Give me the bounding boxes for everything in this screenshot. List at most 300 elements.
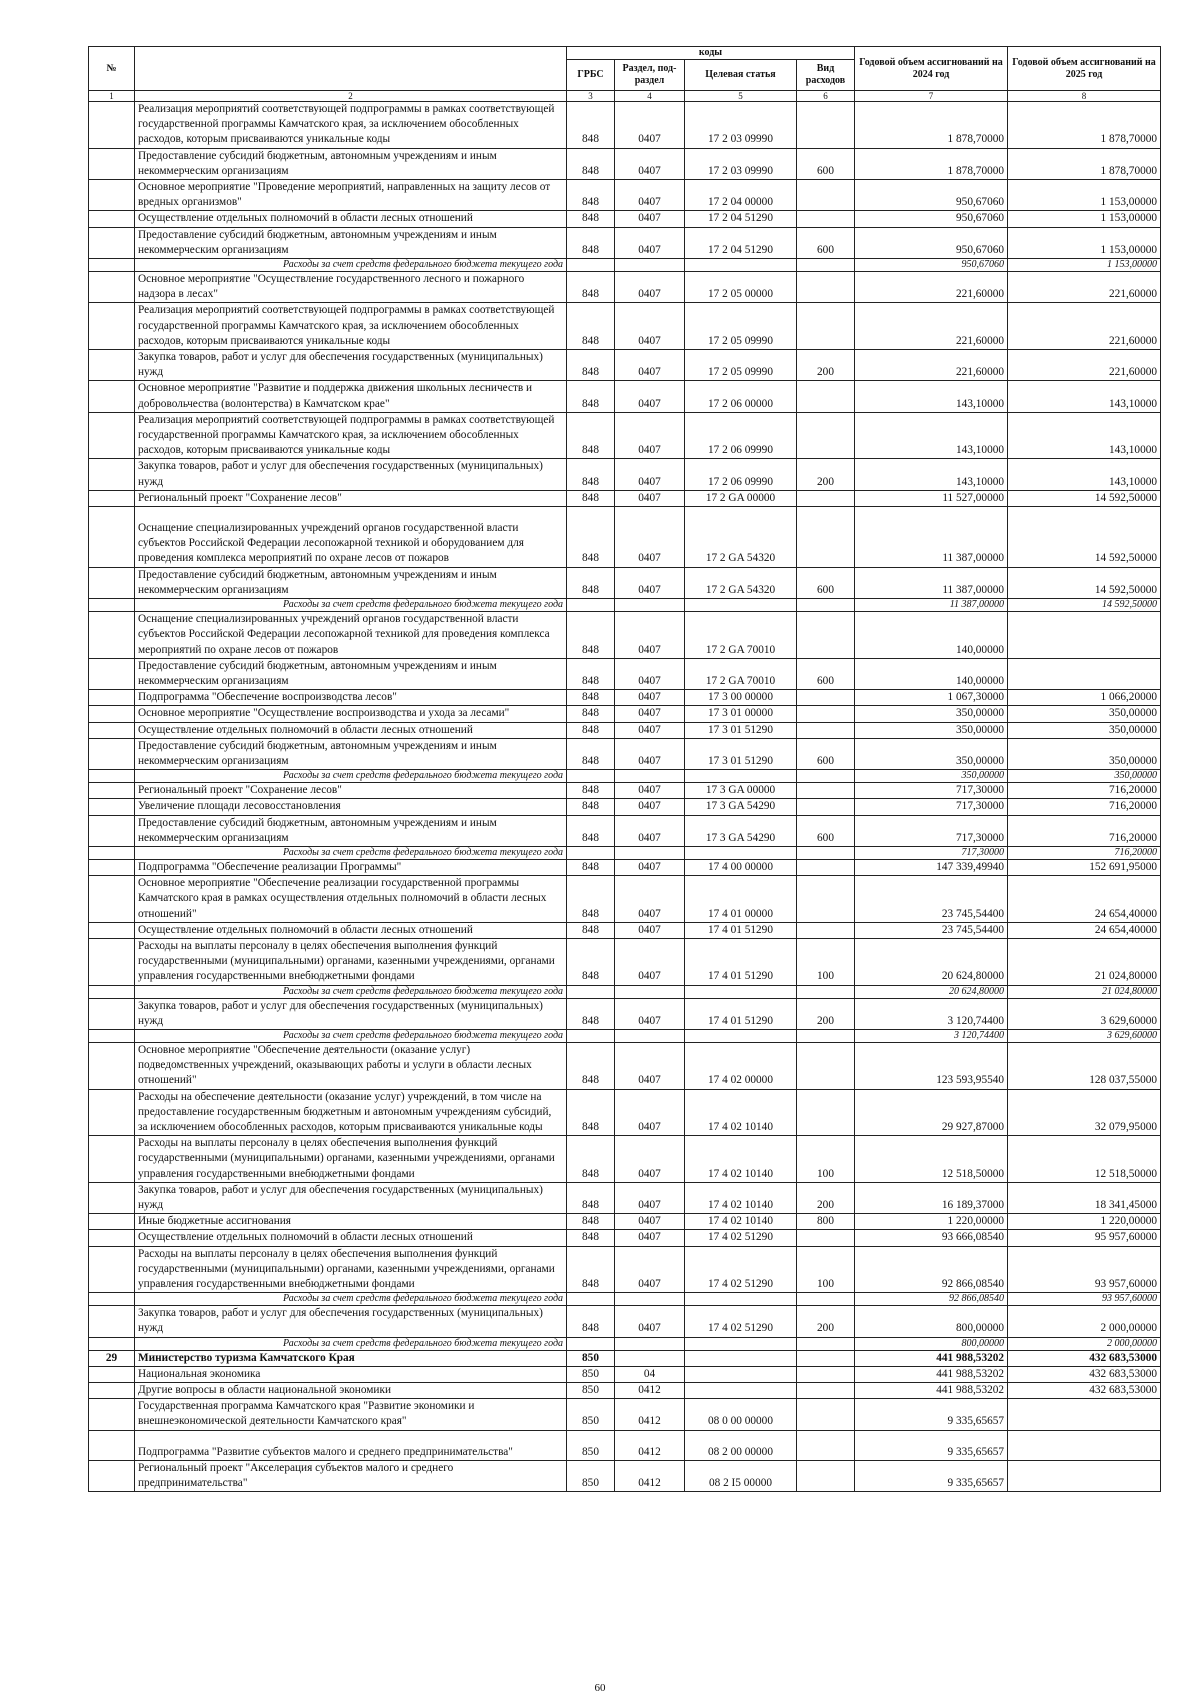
cell-v24: 950,67060: [855, 180, 1008, 211]
federal-budget-row: [89, 1337, 1161, 1350]
cell-vr: [797, 612, 855, 659]
cell-name: Предоставление субсидий бюджетным, автономным учреждениям и иным некоммерческим организациям: [135, 815, 567, 846]
cell-v25: 3 629,60000: [1008, 998, 1161, 1029]
cell-grbs: 848: [567, 1246, 615, 1293]
cell-no: [89, 846, 135, 859]
cell-name: Региональный проект "Акселерация субъектов малого и среднего предпринимательства": [135, 1460, 567, 1491]
cell-grbs: 850: [567, 1399, 615, 1430]
cell-cs: 17 4 02 10140: [685, 1089, 797, 1136]
cell-vr: [797, 180, 855, 211]
cell-cs: 17 3 01 00000: [685, 706, 797, 722]
table-row: [89, 272, 1161, 303]
cell-vr: [797, 846, 855, 859]
cell-cs: 17 4 01 51290: [685, 998, 797, 1029]
colnum: 5: [685, 91, 797, 102]
table-row: [89, 1089, 1161, 1136]
cell-grbs: 848: [567, 1214, 615, 1230]
federal-budget-row: [89, 846, 1161, 859]
federal-budget-row: [89, 770, 1161, 783]
cell-cs: 17 3 00 00000: [685, 690, 797, 706]
cell-v25: [1008, 1430, 1161, 1460]
cell-cs: 17 4 02 10140: [685, 1136, 797, 1183]
cell-v24: 350,00000: [855, 738, 1008, 769]
cell-no: [89, 1182, 135, 1213]
cell-rz: 0407: [615, 1306, 685, 1337]
cell-rz: 0407: [615, 1246, 685, 1293]
table-row: [89, 658, 1161, 689]
cell-v24: 92 866,08540: [855, 1293, 1008, 1306]
cell-v24: 147 339,49940: [855, 859, 1008, 875]
cell-vr: 600: [797, 658, 855, 689]
cell-cs: 17 4 02 10140: [685, 1182, 797, 1213]
cell-vr: [797, 922, 855, 938]
cell-v24: 11 387,00000: [855, 599, 1008, 612]
cell-vr: [797, 1089, 855, 1136]
table-row: [89, 350, 1161, 381]
table-row: [89, 303, 1161, 350]
cell-v25: 1 220,00000: [1008, 1214, 1161, 1230]
cell-cs: 17 4 02 51290: [685, 1230, 797, 1246]
cell-name: Увеличение площади лесовосстановления: [135, 799, 567, 815]
table-row: [89, 490, 1161, 506]
cell-vr: [797, 722, 855, 738]
cell-name: Расходы за счет средств федерального бюджета текущего года: [135, 599, 567, 612]
cell-vr: 200: [797, 1306, 855, 1337]
cell-vr: 100: [797, 1246, 855, 1293]
header-name: [135, 47, 567, 91]
cell-name: Осуществление отдельных полномочий в области лесных отношений: [135, 722, 567, 738]
cell-name: Предоставление субсидий бюджетным, автономным учреждениям и иным некоммерческим организациям: [135, 227, 567, 258]
cell-vr: [797, 1029, 855, 1042]
cell-vr: [797, 770, 855, 783]
cell-cs: 17 2 04 00000: [685, 180, 797, 211]
cell-grbs: 848: [567, 490, 615, 506]
cell-rz: 0407: [615, 722, 685, 738]
cell-grbs: [567, 1029, 615, 1042]
header-razdel: Раздел, под-раздел: [615, 60, 685, 91]
cell-no: [89, 1293, 135, 1306]
table-row: [89, 102, 1161, 149]
table-row: [89, 799, 1161, 815]
cell-v24: 1 878,70000: [855, 102, 1008, 149]
cell-v24: 93 666,08540: [855, 1230, 1008, 1246]
cell-grbs: 848: [567, 658, 615, 689]
cell-rz: 0407: [615, 876, 685, 923]
cell-v25: 716,20000: [1008, 783, 1161, 799]
cell-vr: [797, 799, 855, 815]
cell-v25: 716,20000: [1008, 799, 1161, 815]
cell-v25: 14 592,50000: [1008, 599, 1161, 612]
cell-grbs: 848: [567, 1136, 615, 1183]
cell-name: Региональный проект "Сохранение лесов": [135, 490, 567, 506]
cell-name: Осуществление отдельных полномочий в области лесных отношений: [135, 922, 567, 938]
cell-v25: 350,00000: [1008, 770, 1161, 783]
cell-name: Расходы за счет средств федерального бюджета текущего года: [135, 770, 567, 783]
cell-name: Расходы на выплаты персоналу в целях обеспечения выполнения функций государственными (муниципальными) органами, казенными учреждениями, органами управления государственными внебюджетными фондами: [135, 938, 567, 985]
cell-cs: [685, 770, 797, 783]
cell-grbs: 848: [567, 783, 615, 799]
cell-rz: 0407: [615, 938, 685, 985]
cell-v25: 95 957,60000: [1008, 1230, 1161, 1246]
cell-rz: 0407: [615, 180, 685, 211]
cell-cs: [685, 1029, 797, 1042]
table-row: [89, 1366, 1161, 1382]
cell-v25: 2 000,00000: [1008, 1306, 1161, 1337]
cell-no: [89, 1383, 135, 1399]
table-row: [89, 211, 1161, 227]
cell-vr: 600: [797, 567, 855, 598]
cell-v25: [1008, 612, 1161, 659]
cell-name: Расходы за счет средств федерального бюджета текущего года: [135, 985, 567, 998]
cell-rz: 0407: [615, 859, 685, 875]
cell-vr: [797, 690, 855, 706]
cell-cs: 17 2 05 00000: [685, 272, 797, 303]
cell-rz: 0407: [615, 272, 685, 303]
cell-v25: 14 592,50000: [1008, 490, 1161, 506]
table-row: [89, 1350, 1161, 1366]
cell-vr: 100: [797, 1136, 855, 1183]
cell-v25: 1 153,00000: [1008, 259, 1161, 272]
cell-v25: 221,60000: [1008, 350, 1161, 381]
cell-grbs: 850: [567, 1383, 615, 1399]
cell-vr: [797, 1042, 855, 1089]
cell-v24: 441 988,53202: [855, 1350, 1008, 1366]
cell-vr: [797, 412, 855, 459]
cell-vr: 200: [797, 998, 855, 1029]
cell-vr: 100: [797, 938, 855, 985]
cell-rz: 0407: [615, 303, 685, 350]
cell-no: [89, 350, 135, 381]
table-row: [89, 859, 1161, 875]
cell-no: [89, 459, 135, 490]
document-page: [88, 46, 1160, 1492]
table-row: [89, 1246, 1161, 1293]
cell-vr: 600: [797, 815, 855, 846]
cell-no: [89, 985, 135, 998]
cell-grbs: 848: [567, 412, 615, 459]
table-row: [89, 1430, 1161, 1460]
cell-grbs: 848: [567, 272, 615, 303]
cell-v25: 716,20000: [1008, 846, 1161, 859]
cell-grbs: [567, 1293, 615, 1306]
cell-v24: 20 624,80000: [855, 985, 1008, 998]
cell-no: [89, 859, 135, 875]
cell-v24: 3 120,74400: [855, 1029, 1008, 1042]
cell-v24: 950,67060: [855, 259, 1008, 272]
cell-vr: [797, 783, 855, 799]
cell-v24: 9 335,65657: [855, 1399, 1008, 1430]
cell-cs: 17 3 01 51290: [685, 722, 797, 738]
cell-cs: 17 4 02 10140: [685, 1214, 797, 1230]
cell-no: [89, 1430, 135, 1460]
cell-cs: 17 4 01 51290: [685, 938, 797, 985]
cell-grbs: 848: [567, 350, 615, 381]
cell-no: [89, 770, 135, 783]
cell-vr: [797, 490, 855, 506]
cell-cs: 17 2 GA 54320: [685, 567, 797, 598]
cell-no: [89, 1246, 135, 1293]
cell-no: [89, 722, 135, 738]
cell-v25: 128 037,55000: [1008, 1042, 1161, 1089]
cell-v24: 717,30000: [855, 783, 1008, 799]
cell-vr: [797, 303, 855, 350]
cell-vr: [797, 507, 855, 568]
cell-grbs: [567, 599, 615, 612]
cell-cs: 17 2 GA 54320: [685, 507, 797, 568]
cell-grbs: 848: [567, 706, 615, 722]
cell-name: Оснащение специализированных учреждений органов государственной власти субъектов Российской Федерации лесопожарной техникой для проведения комплекса мероприятий по охране лесов от пожаров: [135, 612, 567, 659]
table-row: [89, 938, 1161, 985]
cell-name: Национальная экономика: [135, 1366, 567, 1382]
cell-name: Государственная программа Камчатского края "Развитие экономики и внешнеэкономической деятельности Камчатского края": [135, 1399, 567, 1430]
cell-v24: 9 335,65657: [855, 1430, 1008, 1460]
cell-v25: 1 878,70000: [1008, 148, 1161, 179]
cell-rz: 0407: [615, 1089, 685, 1136]
cell-v25: 432 683,53000: [1008, 1350, 1161, 1366]
cell-name: Подпрограмма "Обеспечение реализации Программы": [135, 859, 567, 875]
cell-v24: 441 988,53202: [855, 1366, 1008, 1382]
cell-no: [89, 1366, 135, 1382]
cell-cs: 17 3 GA 54290: [685, 815, 797, 846]
cell-cs: 17 2 03 09990: [685, 148, 797, 179]
cell-cs: 17 4 02 51290: [685, 1246, 797, 1293]
cell-name: Реализация мероприятий соответствующей подпрограммы в рамках соответствующей государственной программы Камчатского края, за исключением обособленных расходов, которым присваиваются уникальные коды: [135, 303, 567, 350]
cell-v24: 221,60000: [855, 272, 1008, 303]
cell-grbs: 848: [567, 1089, 615, 1136]
cell-rz: [615, 770, 685, 783]
header-grbs: ГРБС: [567, 60, 615, 91]
cell-rz: 0407: [615, 738, 685, 769]
cell-no: [89, 690, 135, 706]
table-row: [89, 180, 1161, 211]
cell-vr: [797, 1460, 855, 1491]
cell-v25: 93 957,60000: [1008, 1246, 1161, 1293]
cell-grbs: 848: [567, 211, 615, 227]
cell-rz: 04: [615, 1366, 685, 1382]
cell-grbs: 848: [567, 567, 615, 598]
cell-v24: 11 527,00000: [855, 490, 1008, 506]
cell-grbs: 848: [567, 1230, 615, 1246]
cell-cs: 17 3 GA 54290: [685, 799, 797, 815]
cell-no: [89, 303, 135, 350]
cell-grbs: 848: [567, 998, 615, 1029]
header-row-1: [89, 47, 1161, 60]
cell-vr: 600: [797, 738, 855, 769]
cell-v24: 123 593,95540: [855, 1042, 1008, 1089]
cell-v24: 140,00000: [855, 658, 1008, 689]
cell-name: Предоставление субсидий бюджетным, автономным учреждениям и иным некоммерческим организациям: [135, 148, 567, 179]
federal-budget-row: [89, 259, 1161, 272]
cell-vr: [797, 1366, 855, 1382]
cell-cs: 17 4 01 00000: [685, 876, 797, 923]
cell-name: Закупка товаров, работ и услуг для обеспечения государственных (муниципальных) нужд: [135, 998, 567, 1029]
cell-vr: [797, 859, 855, 875]
table-row: [89, 1182, 1161, 1213]
table-row: [89, 738, 1161, 769]
cell-v24: 350,00000: [855, 770, 1008, 783]
cell-grbs: 848: [567, 859, 615, 875]
cell-grbs: 848: [567, 227, 615, 258]
cell-name: Основное мероприятие "Осуществление воспроизводства и ухода за лесами": [135, 706, 567, 722]
cell-v24: 221,60000: [855, 350, 1008, 381]
cell-name: Расходы на обеспечение деятельности (оказание услуг) учреждений, в том числе на предоставление государственным бюджетным и автономным учреждениям субсидий, за исключением обособленных расходов, которым присваиваются уникальные коды: [135, 1089, 567, 1136]
table-row: [89, 1214, 1161, 1230]
table-row: [89, 876, 1161, 923]
cell-v25: 21 024,80000: [1008, 938, 1161, 985]
cell-no: [89, 799, 135, 815]
cell-vr: 200: [797, 459, 855, 490]
cell-v24: 1 220,00000: [855, 1214, 1008, 1230]
cell-v25: 152 691,95000: [1008, 859, 1161, 875]
cell-v25: 432 683,53000: [1008, 1366, 1161, 1382]
table-row: [89, 1042, 1161, 1089]
colnum: 4: [615, 91, 685, 102]
cell-rz: 0407: [615, 412, 685, 459]
table-row: [89, 612, 1161, 659]
cell-no: [89, 381, 135, 412]
cell-cs: [685, 1350, 797, 1366]
cell-v25: 143,10000: [1008, 381, 1161, 412]
table-row: [89, 783, 1161, 799]
cell-v25: 221,60000: [1008, 303, 1161, 350]
cell-rz: 0407: [615, 922, 685, 938]
cell-grbs: 850: [567, 1350, 615, 1366]
cell-no: [89, 1460, 135, 1491]
cell-vr: [797, 211, 855, 227]
cell-rz: 0407: [615, 227, 685, 258]
cell-v25: 1 153,00000: [1008, 227, 1161, 258]
cell-name: Закупка товаров, работ и услуг для обеспечения государственных (муниципальных) нужд: [135, 1306, 567, 1337]
cell-rz: 0407: [615, 799, 685, 815]
cell-v25: 143,10000: [1008, 412, 1161, 459]
cell-cs: 17 3 01 51290: [685, 738, 797, 769]
cell-grbs: 848: [567, 1042, 615, 1089]
cell-v24: 140,00000: [855, 612, 1008, 659]
colnum: 1: [89, 91, 135, 102]
header-num: №: [89, 47, 135, 91]
cell-name: Осуществление отдельных полномочий в области лесных отношений: [135, 211, 567, 227]
cell-v24: 11 387,00000: [855, 507, 1008, 568]
cell-cs: 17 2 GA 00000: [685, 490, 797, 506]
cell-vr: 200: [797, 1182, 855, 1213]
table-row: [89, 507, 1161, 568]
cell-grbs: 848: [567, 1306, 615, 1337]
table-row: [89, 1460, 1161, 1491]
table-row: [89, 412, 1161, 459]
cell-rz: 0407: [615, 815, 685, 846]
cell-name: Расходы за счет средств федерального бюджета текущего года: [135, 1293, 567, 1306]
cell-rz: [615, 1350, 685, 1366]
cell-cs: 17 2 06 09990: [685, 412, 797, 459]
cell-name: Подпрограмма "Развитие субъектов малого и среднего предпринимательства": [135, 1430, 567, 1460]
cell-v24: 717,30000: [855, 799, 1008, 815]
table-row: [89, 381, 1161, 412]
federal-budget-row: [89, 985, 1161, 998]
cell-vr: [797, 1293, 855, 1306]
cell-v24: 800,00000: [855, 1306, 1008, 1337]
cell-name: Расходы за счет средств федерального бюджета текущего года: [135, 846, 567, 859]
cell-cs: 17 4 01 51290: [685, 922, 797, 938]
cell-v24: 143,10000: [855, 381, 1008, 412]
cell-cs: 17 4 00 00000: [685, 859, 797, 875]
cell-grbs: 848: [567, 1182, 615, 1213]
cell-v24: 950,67060: [855, 211, 1008, 227]
cell-v25: 350,00000: [1008, 706, 1161, 722]
cell-grbs: 848: [567, 102, 615, 149]
cell-name: Региональный проект "Сохранение лесов": [135, 783, 567, 799]
cell-cs: 17 4 02 00000: [685, 1042, 797, 1089]
cell-v25: 221,60000: [1008, 272, 1161, 303]
cell-grbs: 848: [567, 690, 615, 706]
cell-name: Реализация мероприятий соответствующей подпрограммы в рамках соответствующей государственной программы Камчатского края, за исключением обособленных расходов, которым присваиваются уникальные коды: [135, 102, 567, 149]
cell-grbs: 848: [567, 303, 615, 350]
cell-rz: 0407: [615, 459, 685, 490]
cell-name: Предоставление субсидий бюджетным, автономным учреждениям и иным некоммерческим организациям: [135, 658, 567, 689]
cell-v24: 800,00000: [855, 1337, 1008, 1350]
cell-v25: 432 683,53000: [1008, 1383, 1161, 1399]
cell-grbs: 848: [567, 612, 615, 659]
cell-v24: 350,00000: [855, 706, 1008, 722]
cell-name: Другие вопросы в области национальной экономики: [135, 1383, 567, 1399]
cell-rz: [615, 259, 685, 272]
cell-rz: 0407: [615, 658, 685, 689]
cell-no: 29: [89, 1350, 135, 1366]
cell-vr: [797, 1383, 855, 1399]
cell-vr: [797, 259, 855, 272]
federal-budget-row: [89, 1029, 1161, 1042]
cell-v25: 2 000,00000: [1008, 1337, 1161, 1350]
cell-grbs: 848: [567, 738, 615, 769]
table-row: [89, 1230, 1161, 1246]
cell-rz: 0412: [615, 1460, 685, 1491]
cell-cs: [685, 1383, 797, 1399]
cell-cs: [685, 985, 797, 998]
table-row: [89, 690, 1161, 706]
cell-no: [89, 148, 135, 179]
cell-name: Основное мероприятие "Проведение мероприятий, направленных на защиту лесов от вредных организмов": [135, 180, 567, 211]
table-row: [89, 922, 1161, 938]
cell-rz: 0407: [615, 1136, 685, 1183]
cell-vr: [797, 102, 855, 149]
cell-v24: 441 988,53202: [855, 1383, 1008, 1399]
cell-cs: 17 2 03 09990: [685, 102, 797, 149]
cell-rz: 0407: [615, 1214, 685, 1230]
cell-grbs: 848: [567, 507, 615, 568]
cell-vr: [797, 272, 855, 303]
table-row: [89, 1306, 1161, 1337]
cell-rz: [615, 599, 685, 612]
cell-no: [89, 272, 135, 303]
cell-rz: [615, 985, 685, 998]
cell-cs: [685, 259, 797, 272]
cell-no: [89, 599, 135, 612]
cell-name: Расходы за счет средств федерального бюджета текущего года: [135, 259, 567, 272]
cell-v25: 24 654,40000: [1008, 876, 1161, 923]
cell-rz: 0407: [615, 783, 685, 799]
cell-v24: 11 387,00000: [855, 567, 1008, 598]
cell-no: [89, 738, 135, 769]
cell-no: [89, 658, 135, 689]
cell-no: [89, 998, 135, 1029]
table-row: [89, 706, 1161, 722]
cell-vr: 200: [797, 350, 855, 381]
cell-name: Предоставление субсидий бюджетным, автономным учреждениям и иным некоммерческим организациям: [135, 738, 567, 769]
table-row: [89, 722, 1161, 738]
cell-v25: [1008, 1460, 1161, 1491]
cell-v24: 350,00000: [855, 722, 1008, 738]
column-number-row: [89, 91, 1161, 102]
cell-no: [89, 1230, 135, 1246]
